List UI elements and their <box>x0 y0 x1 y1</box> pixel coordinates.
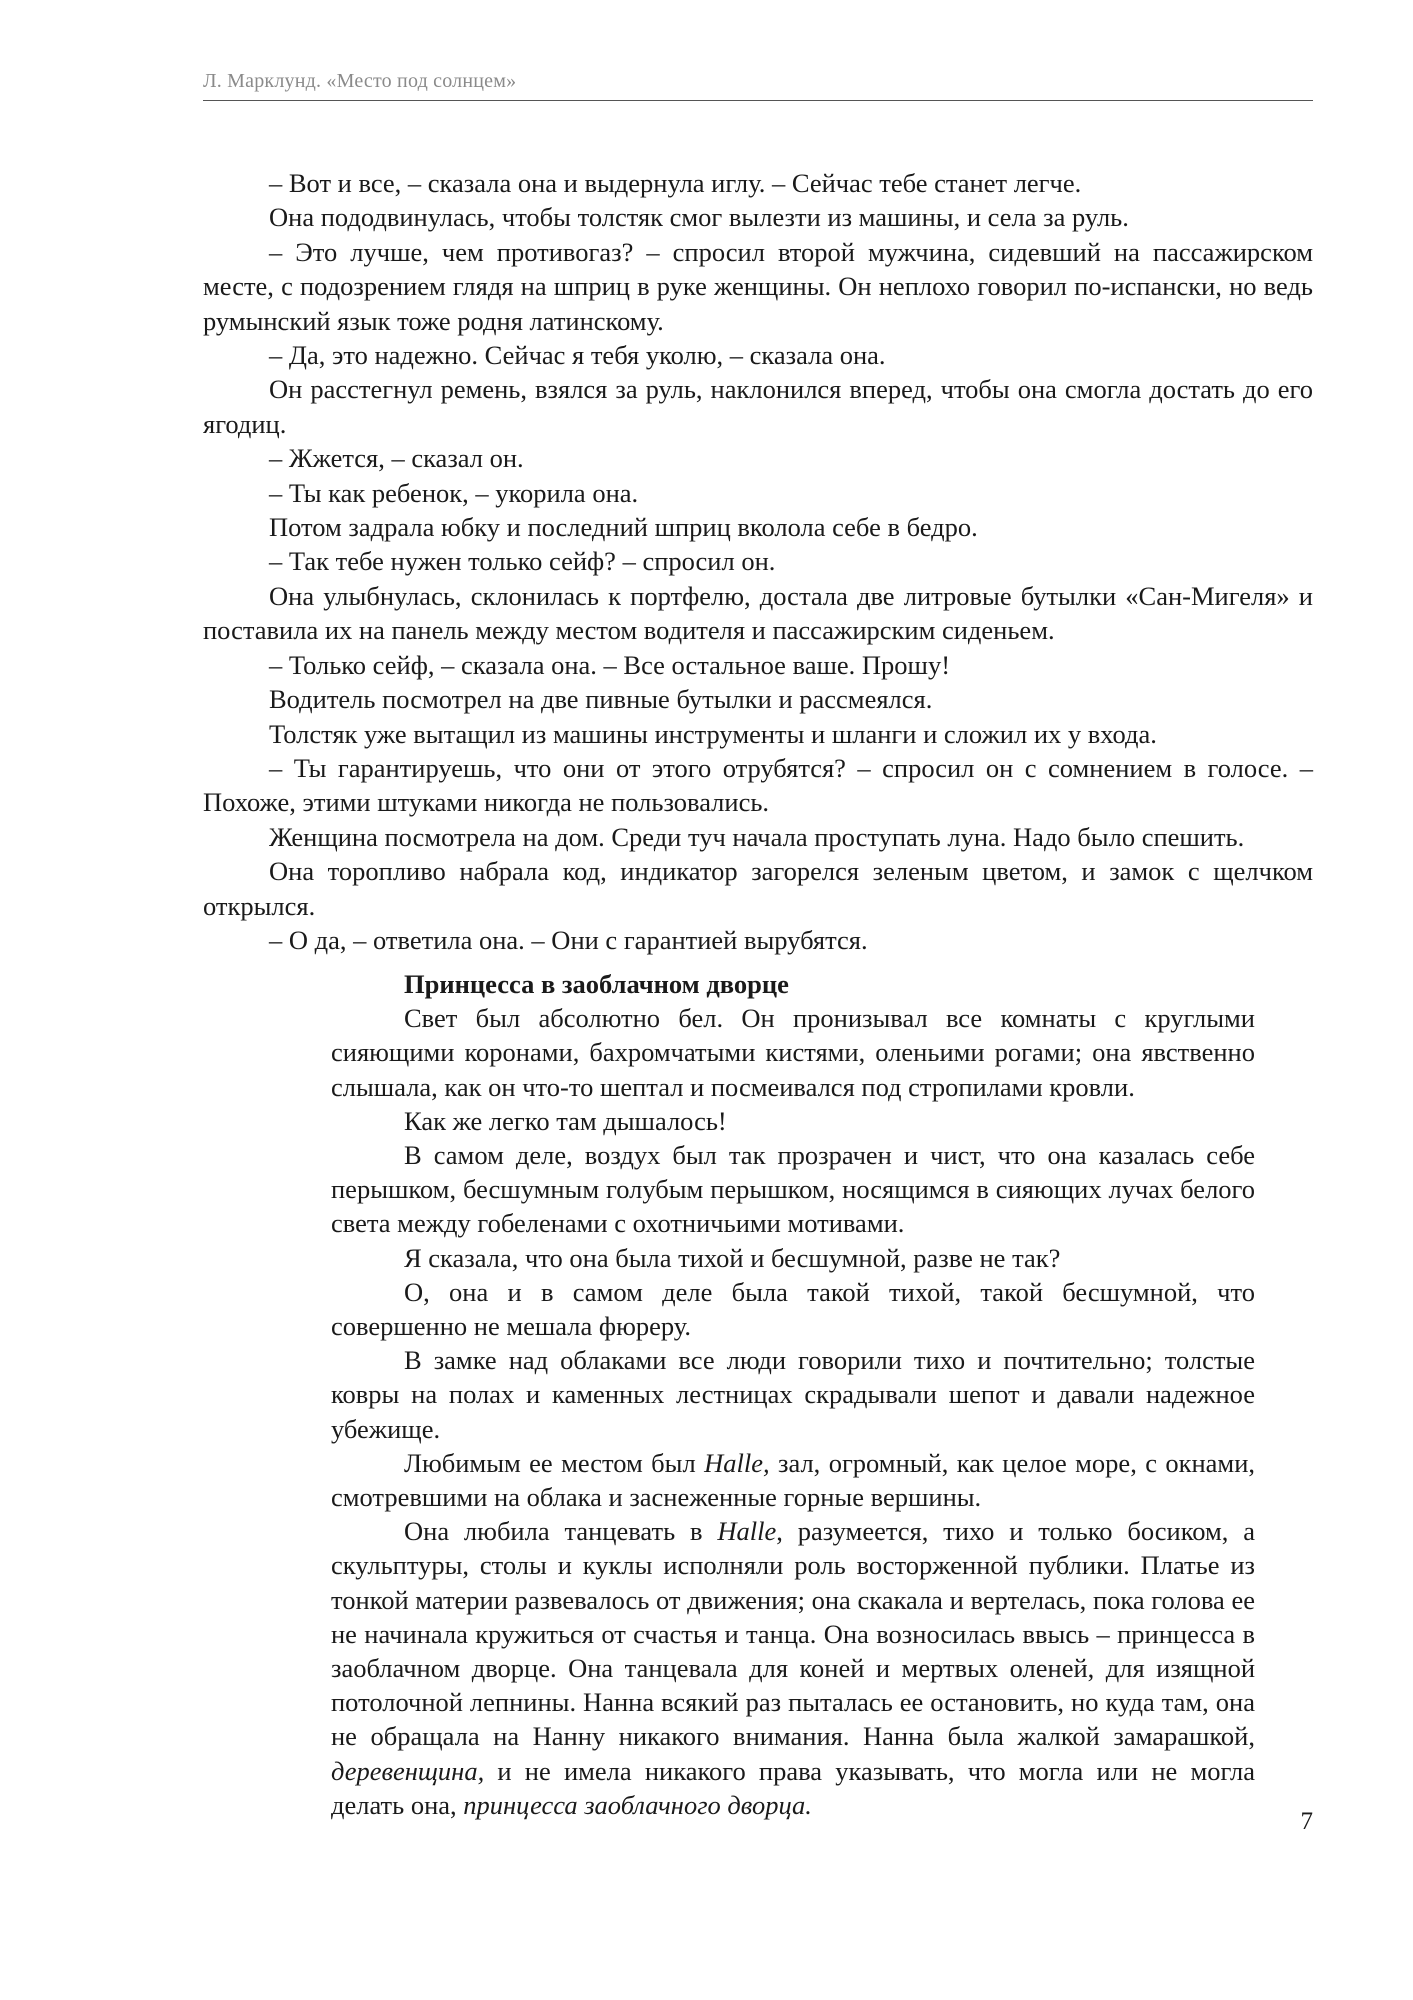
inset-paragraph: О, она и в самом деле была такой тихой, такой бесшумной, что совершенно не мешала фюреру. <box>331 1276 1255 1342</box>
paragraph: Она торопливо набрала код, индикатор загорелся зеленым цветом, и замок с щелчком открылся. <box>203 856 1313 921</box>
paragraph: – Только сейф, – сказала она. – Все остальное ваше. Прошу! <box>269 649 951 680</box>
italic-text: Halle, <box>704 1447 770 1478</box>
main-text <box>203 166 1313 957</box>
text-run: , разумеется, тихо и только босиком, а скульптуры, столы и куклы исполняли роль восторженной публики. Платье из тонкой материи развевалось от движения; она скакала и вертелась, пока голова ее не начинала кружиться от счастья и танца. Она возносилась ввысь – принцесса в заоблачном дворце. Она танцевала для коней и мертвых оленей, для изящной потолочной лепнины. Нанна всякий раз пыталась ее остановить, но куда там, она не обращала на Нанну никакого внимания. Нанна была жалкой замарашкой, <box>331 1516 1255 1752</box>
paragraph: Она пододвинулась, чтобы толстяк смог вылезти из машины, и села за руль. <box>269 202 1129 233</box>
inset-section <box>331 967 1255 1822</box>
running-head <box>203 64 1313 101</box>
paragraph: – Вот и все, – сказала она и выдернула иглу. – Сейчас тебе станет легче. <box>269 168 1082 198</box>
paragraph: – Ты как ребенок, – укорила она. <box>269 477 639 508</box>
section-heading: Принцесса в заоблачном дворце <box>404 969 789 999</box>
inset-paragraph <box>331 1514 1255 1822</box>
paragraph: – Ты гарантируешь, что они от этого отрубятся? – спросил он с сомнением в голосе. – Похоже, этими штуками никогда не пользовались. <box>203 752 1313 818</box>
paragraph: Она улыбнулась, склонилась к портфелю, достала две литровые бутылки «Сан-Мигеля» и поставила их на панель между местом водителя и пассажирским сиденьем. <box>203 580 1313 646</box>
italic-text: Halle <box>717 1516 777 1547</box>
inset-paragraph: В замке над облаками все люди говорили тихо и почтительно; толстые ковры на полах и каменных лестницах скрадывали шепот и давали надежное убежище. <box>331 1345 1255 1444</box>
text-run: Любимым ее местом был <box>404 1447 705 1478</box>
inset-paragraph <box>331 1446 1255 1514</box>
text-run: и не имела никакого права указывать, что могла или не могла делать она, <box>331 1755 1255 1820</box>
inset-paragraph: В самом деле, воздух был так прозрачен и чист, что она казалась себе перышком, бесшумным голубым перышком, носящимся в сияющих лучах белого света между гобеленами с охотничьими мотивами. <box>331 1140 1255 1239</box>
paragraph: Женщина посмотрела на дом. Среди туч начала проступать луна. Надо было спешить. <box>269 821 1245 852</box>
paragraph: – Да, это надежно. Сейчас я тебя уколю, – сказала она. <box>269 340 886 371</box>
paragraph: Он расстегнул ремень, взялся за руль, наклонился вперед, чтобы она смогла достать до его ягодиц. <box>203 374 1313 439</box>
paragraph: – Так тебе нужен только сейф? – спросил он. <box>269 546 776 577</box>
italic-text: принцесса заоблачного дворца. <box>463 1789 812 1820</box>
text-run: Она любила танцевать в <box>404 1516 718 1547</box>
paragraph: Водитель посмотрел на две пивные бутылки и рассмеялся. <box>269 684 933 715</box>
inset-paragraph: Свет был абсолютно бел. Он пронизывал все комнаты с круглыми сияющими коронами, бахромчатыми кистями, оленьими рогами; она явственно слышала, как он что-то шептал и посмеивался под стропилами кровли. <box>331 1003 1255 1102</box>
paragraph: Потом задрала юбку и последний шприц вколола себе в бедро. <box>269 512 978 543</box>
paragraph: Толстяк уже вытащил из машины инструменты и шланги и сложил их у входа. <box>269 718 1157 749</box>
running-head-text: Л. Марклунд. «Место под солнцем» <box>203 70 517 92</box>
paragraph: – О да, – ответила она. – Они с гарантией вырубятся. <box>269 924 868 955</box>
paragraph: – Это лучше, чем противогаз? – спросил второй мужчина, сидевший на пассажирском месте, с подозрением глядя на шприц в руке женщины. Он неплохо говорил по-испански, но ведь румынский язык тоже родня латинскому. <box>203 236 1313 336</box>
inset-paragraph: Как же легко там дышалось! <box>404 1105 727 1136</box>
italic-text: деревенщина, <box>331 1755 485 1786</box>
inset-paragraph: Я сказала, что она была тихой и бесшумной, разве не так? <box>404 1242 1061 1273</box>
page-number: 7 <box>1300 1808 1313 1835</box>
paragraph: – Жжется, – сказал он. <box>269 443 524 474</box>
text-run: зал, огромный, как целое море, с окнами, смотревшими на облака и заснеженные горные вершины. <box>331 1447 1256 1513</box>
